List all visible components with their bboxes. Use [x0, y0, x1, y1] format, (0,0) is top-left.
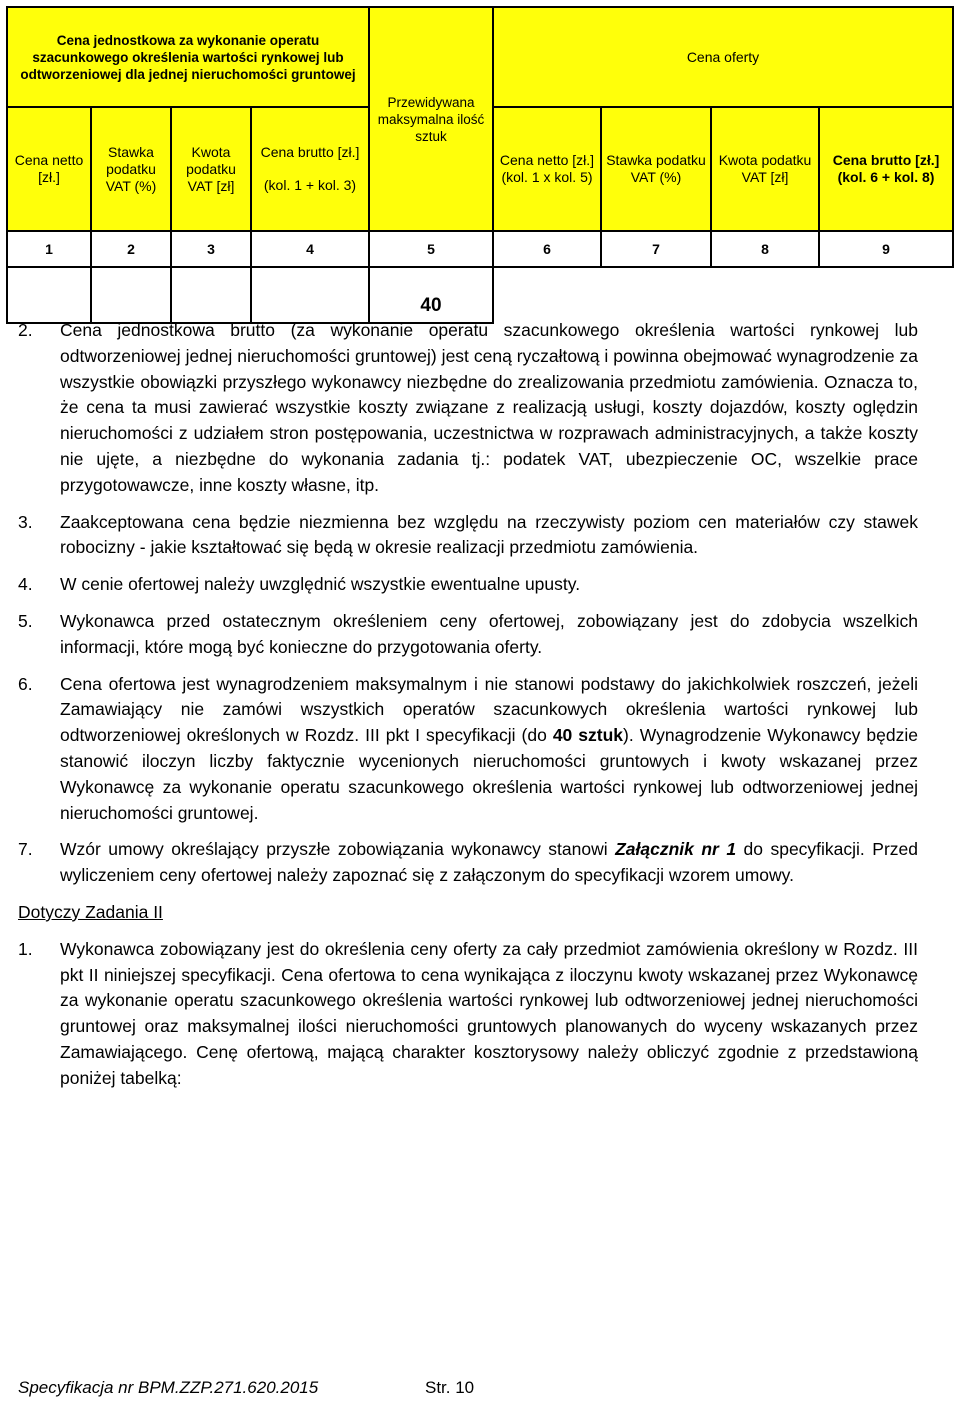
colnum-7-text: 7: [652, 240, 660, 257]
colnum-4-text: 4: [306, 240, 314, 257]
list-item-number: 7.: [18, 839, 33, 860]
header-group-right-text: Cena oferty: [686, 48, 760, 65]
colnum-7: [600, 230, 712, 268]
quantity-value-cell: [368, 266, 494, 324]
colnum-3-text: 3: [207, 240, 215, 257]
list-item: [18, 609, 918, 661]
page-footer: [18, 1378, 475, 1398]
header-group-left-text: Cena jednostkowa za wykonanie operatu szacunkowego określenia wartości rynkowej lub odtworzeniowej dla jednej nieruchomości gruntowej: [20, 32, 356, 82]
colnum-6: [492, 230, 602, 268]
header-group-right: [492, 6, 954, 108]
colnum-5-text: 5: [427, 240, 435, 257]
list-item-number: 5.: [18, 610, 33, 631]
header-col-kwota-vat: [170, 106, 252, 232]
list-item-text: W cenie ofertowej należy uwzględnić wszystkie ewentualne upusty.: [60, 574, 581, 595]
document-body: [18, 318, 918, 1103]
colnum-8-text: 8: [761, 240, 769, 257]
header-col-stawka-vat-text: Stawka podatku VAT (%): [105, 143, 157, 194]
header-col-oferta-netto: [492, 106, 602, 232]
header-col-oferta-netto-text: Cena netto [zł.] (kol. 1 x kol. 5): [499, 152, 595, 185]
colnum-1: [6, 230, 92, 268]
colnum-9-text: 9: [882, 240, 890, 257]
footer-doc-ref: Specyfikacja nr BPM.ZZP.271.620.2015: [18, 1378, 319, 1397]
list-item: [18, 510, 918, 562]
header-col-ilosc: [368, 6, 494, 232]
colnum-3: [170, 230, 252, 268]
list-item: [18, 572, 918, 598]
value-cell-4: [250, 266, 370, 324]
list-item-emphasis: 40 sztuk: [552, 725, 624, 746]
colnum-5: [368, 230, 494, 268]
header-col-kwota-vat-text: Kwota podatku VAT [zł]: [186, 143, 236, 194]
colnum-9: [818, 230, 954, 268]
colnum-8: [710, 230, 820, 268]
colnum-2-text: 2: [127, 240, 135, 257]
list-item-text: Cena ofertowa jest wynagrodzeniem maksymalnym i nie stanowi podstawy do jakichkolwiek roszczeń, jeżeli Zamawiający nie zamówi wszystkich operatów szacunkowych określenia wartości rynkowej lub odtworzeniowej określonych w Rozdz. III pkt I specyfikacji (do: [60, 673, 918, 746]
header-col-oferta-kwota: [710, 106, 820, 232]
header-col-oferta-stawka: [600, 106, 712, 232]
list-item-text: Wykonawca przed ostatecznym określeniem ceny ofertowej, zobowiązany jest do zdobycia wszelkich informacji, które mogą być konieczne do przygotowania oferty.: [60, 610, 918, 657]
list-item-text: ). Wynagrodzenie Wykonawcy będzie stanowić iloczyn liczby faktycznie wycenionych nieruchomości gruntowych i kwoty wskazanej przez Wykonawcę za wykonanie operatu szacunkowego określenia wartości rynkowej lub odtworzeniowej jednej nieruchomości gruntowej.: [60, 725, 918, 823]
list-item: [18, 837, 918, 889]
list-item: [18, 318, 918, 499]
list-item-text: Wzór umowy określający przyszłe zobowiązania wykonawcy stanowi: [60, 839, 616, 860]
list-item-text: do specyfikacji. Przed wyliczeniem ceny ofertowej należy zapoznać się z załączonym do specyfikacji wzorem umowy.: [60, 839, 918, 886]
section-heading: Dotyczy Zadania II: [18, 901, 163, 922]
header-col-oferta-kwota-text: Kwota podatku VAT [zł]: [718, 152, 812, 185]
list-item-text: Zaakceptowana cena będzie niezmienna bez względu na rzeczywisty poziom cen materiałów czy stawek robocizny - jakie kształtować się będą w okresie realizacji przedmiotu zamówienia.: [60, 511, 918, 558]
header-group-left: [6, 6, 370, 108]
footer-page-number: Str. 10: [425, 1378, 475, 1397]
list-item: [18, 672, 918, 827]
header-col-ilosc-text: Przewidywana maksymalna ilość sztuk: [377, 95, 485, 144]
list-item: [18, 937, 918, 1092]
list-item-number: 1.: [18, 938, 33, 959]
header-col-oferta-stawka-text: Stawka podatku VAT (%): [606, 152, 706, 185]
colnum-6-text: 6: [543, 240, 551, 257]
header-col-netto: [6, 106, 92, 232]
header-col-brutto-line1: Cena brutto [zł.]: [260, 144, 360, 160]
colnum-2: [90, 230, 172, 268]
value-cell-3: [170, 266, 252, 324]
header-col-oferta-brutto: [818, 106, 954, 232]
colnum-4: [250, 230, 370, 268]
list-item-text: Cena jednostkowa brutto (za wykonanie operatu szacunkowego określenia wartości rynkowej lub odtworzeniowej jednej nieruchomości gruntowej) jest ceną ryczałtową i powinna obejmować wynagrodzenie za wszystkie obowiązki przyszłego wykonawcy niezbędne do zrealizowania przedmiotu zamówienia. Oznacza to, że cena ta musi zawierać wszystkie koszty związane z realizacją usługi, koszty dojazdów, koszty oględzin nieruchomości z udziałem stron postępowania, uczestnictwa w rozprawach administracyjnych, a także koszty nie ujęte, a niezbędne do wykonania zadania tj.: podatek VAT, ubezpieczenie OC, wszelkie prace przygotowawcze, inne koszty własne, itp.: [60, 320, 918, 495]
header-col-oferta-brutto-text: Cena brutto [zł.] (kol. 6 + kol. 8): [832, 152, 940, 185]
list-item-number: 3.: [18, 511, 33, 532]
header-col-stawka-vat: [90, 106, 172, 232]
value-cell-2: [90, 266, 172, 324]
quantity-value: 40: [420, 295, 442, 316]
value-cell-1: [6, 266, 92, 324]
attachment-reference: Załącznik nr 1: [615, 839, 737, 860]
list-item-text: Wykonawca zobowiązany jest do określenia ceny oferty za cały przedmiot zamówienia określony w Rozdz. III pkt II niniejszej specyfikacji. Cena ofertowa to cena wynikająca z iloczynu kwoty wskazanej przez Wykonawcę za wykonanie operatu szacunkowego określenia wartości rynkowej lub odtworzeniowej jednej nieruchomości gruntowej oraz maksymalnej ilości nieruchomości gruntowych planowanych do wyceny wskazanych przez Zamawiającego. Cenę ofertową, mającą charakter kosztorysowy należy obliczyć zgodnie z przedstawioną poniżej tabelką:: [60, 938, 918, 1088]
header-col-netto-text: Cena netto [zł.]: [14, 152, 84, 185]
list-item-number: 6.: [18, 673, 33, 694]
header-col-brutto: [250, 106, 370, 232]
colnum-1-text: 1: [45, 240, 53, 257]
list-item-number: 2.: [18, 320, 33, 340]
header-col-brutto-line2: (kol. 1 + kol. 3): [263, 177, 357, 193]
list-item-number: 4.: [18, 574, 33, 595]
price-table: [0, 0, 960, 324]
